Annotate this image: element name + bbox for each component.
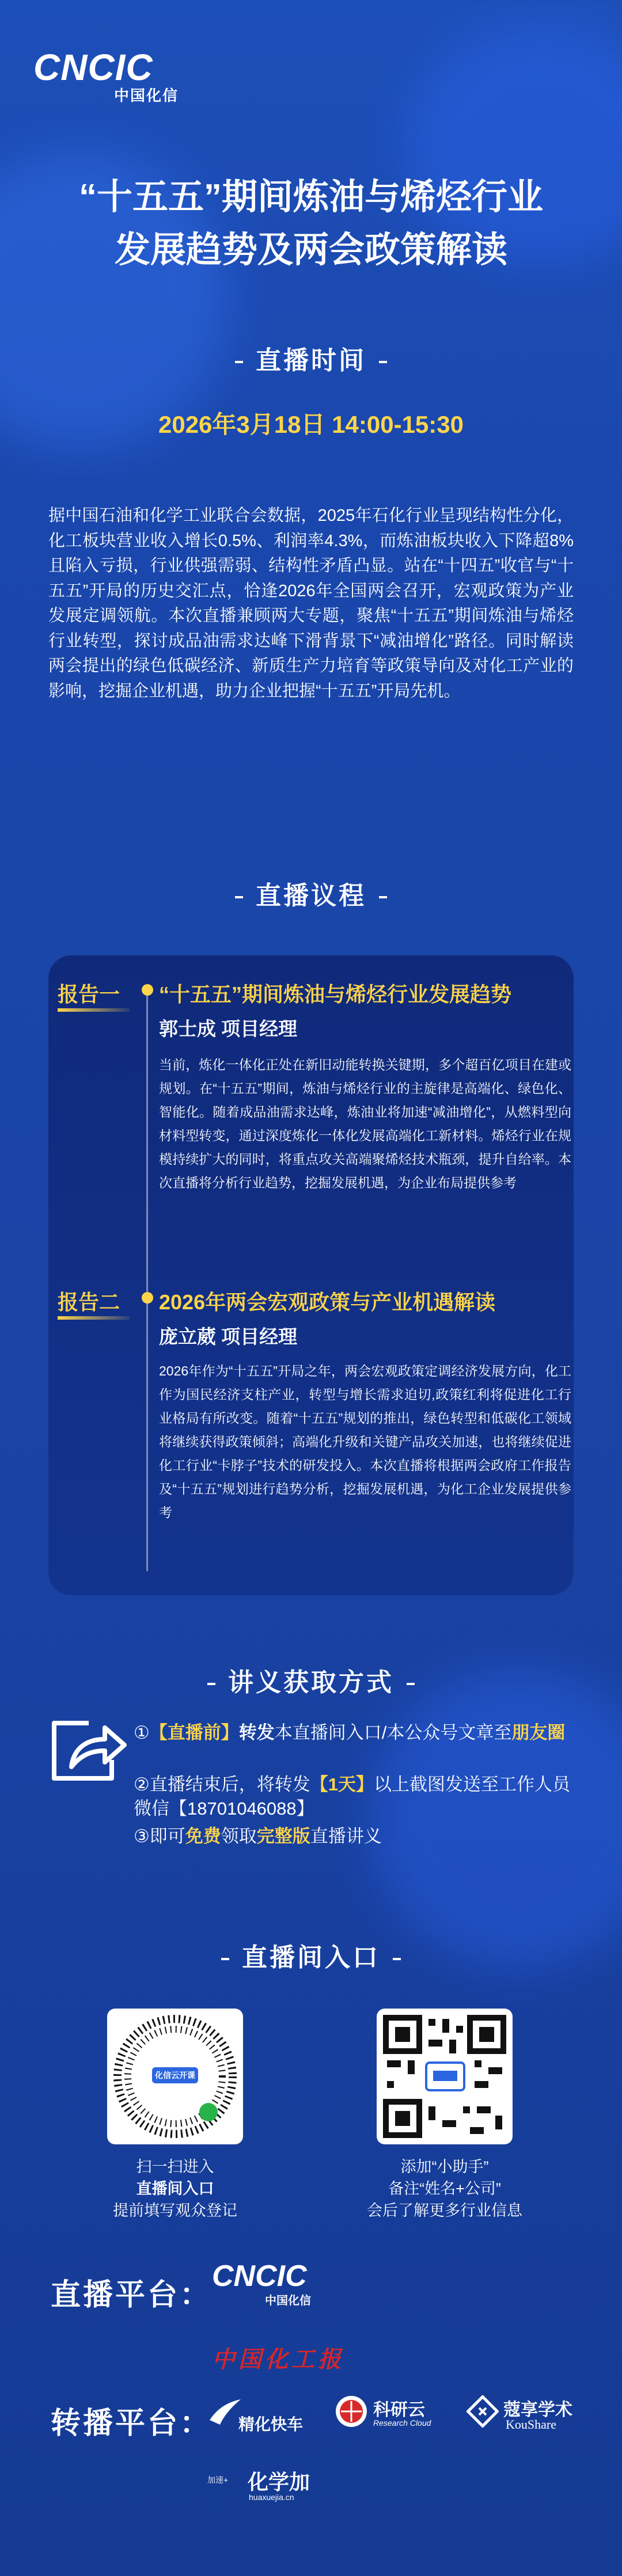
left-qr-caption (60, 2156, 290, 2221)
jinghua-kuaiche-text: 精化快车 (238, 2415, 304, 2433)
keyanyun-logo (334, 2393, 461, 2439)
live-platform-logo-main: CNCIC (212, 2259, 307, 2293)
report2-speaker: 庞立葳 项目经理 (159, 1326, 298, 1347)
intro-paragraph: 据中国石油和化学工业联合会数据，2025年石化行业呈现结构性分化，化工板块营业收入增长0.5%、利润率4.3%，而炼油板块收入下降超8%且陷入亏损，行业供强需弱、结构性矛盾凸显。站在“十四五”收官与“十五五”开局的历史交汇点，恰逢2026年全国两会召开，宏观政策为产业发展定调领航。本次直播兼顾两大专题，聚焦“十五五”期间炼油与烯烃行业转型，探讨成品油需求达峰下滑背景下“减油增化”路径。同时解读两会提出的绿色低碳经济、新质生产力培育等政策导向及对化工产业的影响，挖掘企业机遇，助力企业把握“十五五”开局先机。 (48, 506, 574, 700)
step1-moments: 朋友圈 (511, 1723, 566, 1743)
report1-tag: 报告一 (58, 982, 120, 1006)
left-caption-line3: 提前填写观众登记 (113, 2202, 237, 2219)
live-room-qr-code[interactable] (107, 2009, 243, 2144)
keyanyun-text: 科研云 (373, 2400, 425, 2419)
report2-tag: 报告二 (58, 1290, 120, 1314)
step1-text: 本直播间入口/本公众号文章至 (274, 1723, 512, 1743)
timeline-line (146, 990, 148, 1571)
right-caption-line2: 备注“姓名+公司” (388, 2180, 501, 2197)
left-caption-line2: 直播间入口 (136, 2180, 214, 2197)
agenda-heading-text: 直播议程 (256, 882, 366, 910)
repost-platform-label: 转播平台： (51, 2407, 213, 2440)
report1-body: 当前，炼化一体化正处在新旧动能转换关键期，多个超百亿项目在建或规划。在“十五五”期间，炼油与烯烃行业的主旋律是高端化、绿色化、智能化。随着成品油需求达峰，炼油业将加速“减油增化”，从燃料型向材料型转变，通过深度炼化一体化发展高端化工新材料。烯烃行业在规模持续扩大的同时，将重点攻关高端聚烯烃技术瓶颈，提升自给率。本次直播将分析行业趋势，挖掘发展机遇，为企业布局提供参考 (159, 1057, 571, 1190)
handout-step2 (134, 1773, 571, 1821)
share-icon (48, 1715, 129, 1784)
cncic-logo (33, 46, 206, 104)
huaxuejia-prefix: 加速+ (207, 2475, 229, 2484)
step3-text-a: 即可 (149, 1826, 185, 1846)
heading-dash (235, 361, 243, 363)
swoosh-icon (207, 2395, 242, 2429)
handout-heading (0, 1662, 622, 1698)
diamond-icon (466, 2395, 499, 2428)
heading-dash (379, 361, 387, 363)
report2-body: 2026年作为“十五五”开局之年，两会宏观政策定调经济发展方向，化工作为国民经济支柱产业，转型与增长需求迫切,政策红利将促进化工行业格局有所改变。随着“十五五”规划的推出，绿色转型和低碳化工领域将继续获得政策倾斜；高端化升级和关键产品攻关加速，也将继续促进化工行业“卡脖子”技术的研发投入。本次直播将根据两会政府工作报告及“十五五”规划进行趋势分析，挖掘发展机遇，为化工企业发展提供参考 (159, 1363, 571, 1520)
heading-dash (393, 1958, 401, 1960)
report1-speaker: 郭士成 项目经理 (159, 1018, 298, 1039)
step1-highlight: 【直播前】 (149, 1723, 239, 1743)
report1-title: “十五五”期间炼油与烯烃行业发展趋势 (159, 982, 512, 1006)
left-caption-line1: 扫一扫进入 (136, 2158, 214, 2175)
huaxuejia-text: 化学加 (248, 2470, 310, 2494)
live-time-heading-text: 直播时间 (256, 346, 366, 375)
qr-badge-text: 化信云开课 (155, 2071, 195, 2080)
handout-step1 (134, 1721, 571, 1745)
right-qr-caption (329, 2156, 560, 2221)
step3-free: 免费 (185, 1826, 221, 1846)
step1-number: ① (134, 1723, 150, 1743)
entrance-heading (0, 1937, 622, 1973)
assistant-qr-code[interactable] (377, 2009, 513, 2144)
report1-tag-underline (58, 1008, 130, 1012)
report2-timeline-dot (142, 1292, 153, 1304)
right-caption-line1: 添加“小助手” (400, 2158, 489, 2175)
live-platform-logo (212, 2259, 327, 2305)
entrance-heading-text: 直播间入口 (242, 1944, 380, 1972)
step2-text-a: 直播结束后，将转发 (149, 1774, 310, 1794)
koushare-logo (466, 2393, 587, 2439)
huaxuejia-logo (207, 2466, 357, 2512)
agenda-heading (0, 875, 622, 912)
page-title-line1: “十五五”期间炼油与烯烃行业 (78, 177, 543, 217)
heading-dash (379, 896, 387, 898)
heading-dash (235, 896, 243, 898)
globe-icon (334, 2394, 369, 2429)
step1-forward: 转发 (238, 1723, 275, 1743)
page-title-line2: 发展趋势及两会政策解读 (114, 230, 507, 270)
koushare-text: 蔻享学术 (503, 2400, 572, 2419)
live-time-value: 2026年3月18日 14:00-15:30 (158, 411, 464, 438)
heading-dash (221, 1958, 229, 1960)
logo-sub-text: 中国化信 (114, 87, 179, 104)
report1-timeline-dot (142, 984, 153, 996)
newspaper-logo: 中国化工报 (212, 2346, 344, 2372)
live-time-heading (0, 340, 622, 376)
step3-text-c: 领取 (221, 1826, 257, 1846)
koushare-subtext: KouShare (506, 2417, 556, 2432)
heading-dash (407, 1683, 415, 1685)
step2-text-c: 以上截图发送至工作人员微信【18701046088】 (134, 1774, 571, 1819)
live-platform-label: 直播平台： (51, 2278, 213, 2312)
logo-main-text: CNCIC (33, 47, 153, 88)
live-platform-logo-sub: 中国化信 (265, 2295, 311, 2307)
report2-tag-underline (58, 1316, 130, 1320)
huaxuejia-subtext: huaxuejia.cn (249, 2493, 294, 2502)
report2-title: 2026年两会宏观政策与产业机遇解读 (159, 1290, 496, 1314)
handout-step3 (134, 1824, 571, 1849)
right-caption-line3: 会后了解更多行业信息 (367, 2202, 522, 2219)
step2-number: ② (134, 1774, 150, 1794)
keyanyun-subtext: Research Cloud (373, 2418, 431, 2428)
step3-text-e: 直播讲义 (310, 1826, 382, 1846)
step3-full: 完整版 (256, 1826, 310, 1846)
qr-code-icon (377, 2009, 513, 2144)
step3-number: ③ (134, 1826, 150, 1846)
heading-dash (207, 1683, 215, 1685)
step2-days: 【1天】 (310, 1774, 374, 1794)
handout-heading-text: 讲义获取方式 (228, 1668, 394, 1697)
jinghua-kuaiche-logo (207, 2391, 317, 2437)
